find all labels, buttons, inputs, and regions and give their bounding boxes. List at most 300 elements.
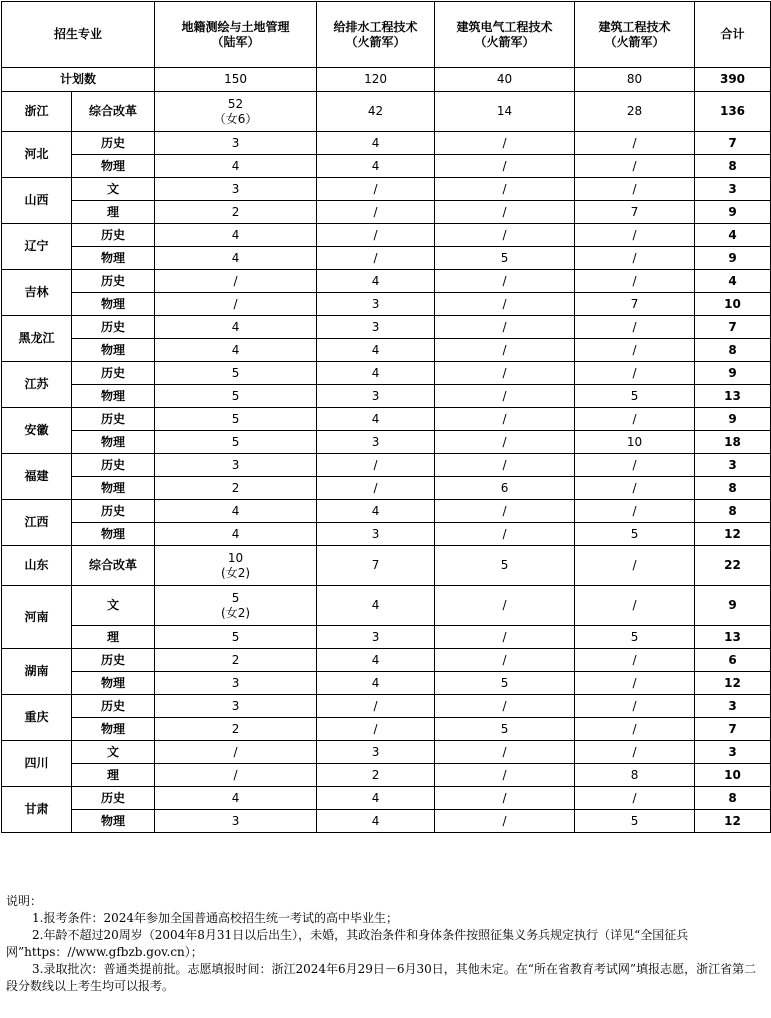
- subject-cell: 历史: [72, 695, 155, 718]
- subject-cell: 物理: [72, 339, 155, 362]
- quota-value: 4: [231, 503, 240, 518]
- quota-value: /: [373, 721, 378, 736]
- quota-cell: [155, 500, 317, 523]
- quota-value: 2: [231, 480, 240, 495]
- quota-cell: [155, 649, 317, 672]
- quota-cell: [155, 247, 317, 270]
- quota-cell: [435, 477, 575, 500]
- quota-value: 4: [371, 273, 380, 288]
- quota-cell: [575, 546, 695, 586]
- quota-value: /: [502, 790, 507, 805]
- subject-cell: 历史: [72, 408, 155, 431]
- quota-cell: [155, 316, 317, 339]
- quota-value: 2: [231, 652, 240, 667]
- quota-value: 4: [371, 365, 380, 380]
- quota-cell: [435, 339, 575, 362]
- quota-value: 4: [231, 526, 240, 541]
- row-total: 6: [695, 649, 771, 672]
- table-row: [2, 764, 771, 787]
- quota-value: /: [502, 503, 507, 518]
- quota-cell: [435, 523, 575, 546]
- major-header-2: 给排水工程技术 （火箭军）: [317, 2, 435, 68]
- quota-value: 3: [371, 434, 380, 449]
- quota-value: 5: [630, 388, 639, 403]
- quota-cell: [155, 270, 317, 293]
- row-total: 7: [695, 132, 771, 155]
- quota-cell: [155, 155, 317, 178]
- row-total: 8: [695, 787, 771, 810]
- quota-value: /: [373, 227, 378, 242]
- table-row: [2, 546, 771, 586]
- female-quota-note: (女2): [221, 605, 251, 620]
- quota-cell: [435, 546, 575, 586]
- quota-cell: [435, 787, 575, 810]
- quota-cell: [155, 586, 317, 626]
- quota-cell: [435, 385, 575, 408]
- quota-cell: [575, 649, 695, 672]
- quota-cell: [575, 523, 695, 546]
- quota-value: 7: [371, 558, 380, 572]
- quota-cell: [317, 477, 435, 500]
- row-total: 4: [695, 270, 771, 293]
- province-cell: 江苏: [2, 362, 72, 408]
- quota-cell: [317, 586, 435, 626]
- quota-cell: [317, 408, 435, 431]
- quota-value: 3: [231, 181, 240, 196]
- quota-cell: [575, 764, 695, 787]
- quota-value: 5: [231, 590, 240, 605]
- quota-cell: [435, 92, 575, 132]
- quota-cell: [575, 454, 695, 477]
- quota-cell: [575, 672, 695, 695]
- quota-value: 3: [231, 135, 240, 150]
- quota-value: 5: [500, 675, 509, 690]
- quota-cell: [155, 454, 317, 477]
- subject-cell: 物理: [72, 718, 155, 741]
- quota-cell: [575, 178, 695, 201]
- table-row: [2, 132, 771, 155]
- table-row: [2, 293, 771, 316]
- province-cell: 吉林: [2, 270, 72, 316]
- table-row: [2, 201, 771, 224]
- table-row: [2, 270, 771, 293]
- quota-cell: [575, 626, 695, 649]
- quota-value: /: [502, 698, 507, 713]
- quota-cell: [575, 224, 695, 247]
- subject-cell: 历史: [72, 787, 155, 810]
- row-total: 9: [695, 362, 771, 385]
- quota-value: /: [632, 457, 637, 472]
- quota-value: /: [373, 457, 378, 472]
- quota-cell: [575, 787, 695, 810]
- quota-cell: [317, 316, 435, 339]
- quota-value: 5: [500, 250, 509, 265]
- quota-cell: [155, 293, 317, 316]
- quota-value: 3: [231, 698, 240, 713]
- quota-cell: [317, 339, 435, 362]
- row-total: 3: [695, 454, 771, 477]
- quota-value: /: [632, 744, 637, 759]
- quota-cell: [155, 132, 317, 155]
- major-header: 招生专业: [2, 2, 155, 68]
- quota-cell: [317, 523, 435, 546]
- quota-cell: [435, 764, 575, 787]
- quota-cell: [317, 546, 435, 586]
- subject-cell: 物理: [72, 672, 155, 695]
- plan-total: 390: [695, 68, 771, 92]
- row-total: 7: [695, 718, 771, 741]
- quota-value: 5: [630, 629, 639, 644]
- quota-cell: [317, 764, 435, 787]
- province-cell: 河南: [2, 586, 72, 649]
- quota-value: 4: [371, 158, 380, 173]
- plan-label: 计划数: [2, 68, 155, 92]
- quota-value: /: [502, 227, 507, 242]
- quota-value: 3: [231, 675, 240, 690]
- table-row: [2, 741, 771, 764]
- quota-cell: [435, 155, 575, 178]
- quota-value: /: [632, 503, 637, 518]
- quota-value: 7: [630, 204, 639, 219]
- quota-value: /: [373, 204, 378, 219]
- quota-value: 4: [371, 598, 380, 612]
- row-total: 4: [695, 224, 771, 247]
- table-row: [2, 787, 771, 810]
- subject-cell: 文: [72, 178, 155, 201]
- subject-cell: 物理: [72, 293, 155, 316]
- province-cell: 江西: [2, 500, 72, 546]
- subject-cell: 历史: [72, 316, 155, 339]
- quota-value: /: [502, 158, 507, 173]
- quota-value: /: [632, 652, 637, 667]
- quota-cell: [575, 718, 695, 741]
- quota-value: /: [632, 411, 637, 426]
- subject-cell: 物理: [72, 385, 155, 408]
- quota-cell: [575, 201, 695, 224]
- quota-cell: [317, 454, 435, 477]
- table-row: [2, 247, 771, 270]
- quota-value: /: [502, 629, 507, 644]
- quota-value: 4: [371, 790, 380, 805]
- row-total: 3: [695, 741, 771, 764]
- quota-cell: [435, 247, 575, 270]
- quota-cell: [317, 201, 435, 224]
- table-row: [2, 523, 771, 546]
- quota-value: /: [502, 744, 507, 759]
- table-row: [2, 586, 771, 626]
- quota-value: 4: [231, 319, 240, 334]
- quota-value: /: [632, 158, 637, 173]
- quota-cell: [435, 649, 575, 672]
- quota-cell: [155, 695, 317, 718]
- plan-row: [2, 68, 771, 92]
- quota-cell: [575, 695, 695, 718]
- quota-cell: [317, 362, 435, 385]
- quota-cell: [435, 741, 575, 764]
- notes-section: [6, 893, 768, 995]
- quota-cell: [435, 718, 575, 741]
- quota-value: 5: [231, 411, 240, 426]
- plan-value: 120: [317, 68, 435, 92]
- province-cell: 安徽: [2, 408, 72, 454]
- table-row: [2, 649, 771, 672]
- quota-cell: [435, 626, 575, 649]
- row-total: 10: [695, 764, 771, 787]
- subject-cell: 物理: [72, 477, 155, 500]
- province-cell: 山西: [2, 178, 72, 224]
- subject-cell: 物理: [72, 247, 155, 270]
- row-total: 8: [695, 339, 771, 362]
- subject-cell: 历史: [72, 649, 155, 672]
- quota-value: /: [502, 204, 507, 219]
- quota-value: 52: [227, 96, 244, 111]
- quota-cell: [575, 586, 695, 626]
- quota-cell: [575, 247, 695, 270]
- quota-cell: [155, 339, 317, 362]
- subject-cell: 物理: [72, 431, 155, 454]
- header-row: [2, 2, 771, 68]
- table-row: [2, 178, 771, 201]
- notes-title: 说明：: [6, 894, 43, 908]
- row-total: 9: [695, 247, 771, 270]
- quota-value: /: [632, 319, 637, 334]
- quota-value: /: [632, 675, 637, 690]
- quota-value: 5: [500, 558, 509, 572]
- quota-cell: [435, 454, 575, 477]
- quota-value: /: [632, 135, 637, 150]
- quota-value: 4: [371, 411, 380, 426]
- quota-cell: [155, 92, 317, 132]
- quota-value: 5: [630, 526, 639, 541]
- quota-cell: [575, 362, 695, 385]
- major-header-3: 建筑电气工程技术 （火箭军）: [435, 2, 575, 68]
- quota-cell: [155, 385, 317, 408]
- quota-cell: [155, 523, 317, 546]
- quota-value: 3: [371, 296, 380, 311]
- quota-value: /: [502, 388, 507, 403]
- subject-cell: 历史: [72, 500, 155, 523]
- quota-cell: [575, 92, 695, 132]
- quota-value: /: [233, 296, 238, 311]
- row-total: 18: [695, 431, 771, 454]
- province-cell: 甘肃: [2, 787, 72, 833]
- quota-cell: [155, 431, 317, 454]
- subject-cell: 物理: [72, 810, 155, 833]
- subject-cell: 历史: [72, 454, 155, 477]
- quota-value: 5: [231, 629, 240, 644]
- subject-cell: 综合改革: [72, 546, 155, 586]
- table-row: [2, 454, 771, 477]
- quota-cell: [575, 431, 695, 454]
- quota-cell: [155, 362, 317, 385]
- subject-cell: 文: [72, 586, 155, 626]
- quota-value: 10: [626, 434, 643, 449]
- quota-value: 3: [231, 457, 240, 472]
- quota-value: /: [502, 813, 507, 828]
- quota-cell: [155, 718, 317, 741]
- quota-cell: [317, 810, 435, 833]
- table-row: [2, 810, 771, 833]
- quota-value: 3: [371, 526, 380, 541]
- female-quota-note: (女2): [221, 565, 251, 580]
- quota-value: 42: [367, 104, 384, 118]
- table-row: [2, 431, 771, 454]
- quota-cell: [155, 201, 317, 224]
- quota-cell: [317, 672, 435, 695]
- quota-cell: [435, 672, 575, 695]
- row-total: 10: [695, 293, 771, 316]
- quota-cell: [317, 224, 435, 247]
- quota-value: /: [233, 767, 238, 782]
- total-header: 合计: [695, 2, 771, 68]
- quota-cell: [317, 247, 435, 270]
- table-row: [2, 224, 771, 247]
- province-cell: 福建: [2, 454, 72, 500]
- row-total: 136: [695, 92, 771, 132]
- quota-cell: [435, 270, 575, 293]
- quota-value: 8: [630, 767, 639, 782]
- quota-cell: [317, 178, 435, 201]
- quota-cell: [317, 293, 435, 316]
- quota-value: 6: [500, 480, 509, 495]
- quota-cell: [575, 500, 695, 523]
- quota-value: 3: [371, 388, 380, 403]
- subject-cell: 历史: [72, 362, 155, 385]
- row-total: 9: [695, 586, 771, 626]
- row-total: 8: [695, 477, 771, 500]
- row-total: 22: [695, 546, 771, 586]
- quota-cell: [575, 339, 695, 362]
- major-header-1: 地籍测绘与土地管理 （陆军）: [155, 2, 317, 68]
- quota-cell: [435, 316, 575, 339]
- quota-value: 5: [500, 721, 509, 736]
- quota-value: /: [233, 273, 238, 288]
- quota-value: 14: [496, 104, 513, 118]
- quota-value: /: [373, 698, 378, 713]
- quota-value: /: [632, 721, 637, 736]
- quota-value: 4: [371, 675, 380, 690]
- quota-cell: [317, 92, 435, 132]
- table-row: [2, 155, 771, 178]
- subject-cell: 历史: [72, 270, 155, 293]
- quota-cell: [155, 626, 317, 649]
- province-cell: 浙江: [2, 92, 72, 132]
- quota-cell: [435, 132, 575, 155]
- quota-value: /: [502, 652, 507, 667]
- quota-value: 5: [630, 813, 639, 828]
- quota-value: 10: [227, 550, 244, 565]
- row-total: 13: [695, 626, 771, 649]
- quota-cell: [575, 155, 695, 178]
- quota-value: 4: [231, 158, 240, 173]
- quota-value: 4: [231, 342, 240, 357]
- row-total: 8: [695, 155, 771, 178]
- quota-cell: [435, 224, 575, 247]
- quota-cell: [435, 201, 575, 224]
- quota-value: 4: [231, 790, 240, 805]
- row-total: 8: [695, 500, 771, 523]
- quota-value: 3: [371, 629, 380, 644]
- province-cell: 辽宁: [2, 224, 72, 270]
- quota-value: 2: [231, 204, 240, 219]
- quota-cell: [435, 586, 575, 626]
- table-row: [2, 92, 771, 132]
- quota-value: /: [502, 296, 507, 311]
- quota-cell: [575, 132, 695, 155]
- quota-cell: [575, 477, 695, 500]
- quota-value: /: [233, 744, 238, 759]
- quota-value: 5: [231, 388, 240, 403]
- quota-cell: [317, 500, 435, 523]
- subject-cell: 文: [72, 741, 155, 764]
- quota-cell: [317, 626, 435, 649]
- province-cell: 黑龙江: [2, 316, 72, 362]
- quota-value: /: [632, 273, 637, 288]
- quota-value: 4: [231, 250, 240, 265]
- subject-cell: 物理: [72, 155, 155, 178]
- quota-value: /: [632, 365, 637, 380]
- table-row: [2, 718, 771, 741]
- quota-cell: [575, 741, 695, 764]
- quota-cell: [317, 787, 435, 810]
- quota-value: /: [502, 365, 507, 380]
- quota-value: 4: [371, 813, 380, 828]
- quota-value: 3: [371, 319, 380, 334]
- table-row: [2, 477, 771, 500]
- quota-cell: [155, 408, 317, 431]
- quota-cell: [155, 224, 317, 247]
- quota-cell: [575, 810, 695, 833]
- quota-value: 3: [371, 744, 380, 759]
- row-total: 3: [695, 178, 771, 201]
- table-row: [2, 316, 771, 339]
- quota-cell: [317, 695, 435, 718]
- quota-value: /: [502, 457, 507, 472]
- quota-cell: [155, 477, 317, 500]
- quota-cell: [435, 810, 575, 833]
- subject-cell: 历史: [72, 224, 155, 247]
- female-quota-note: （女6）: [213, 111, 258, 126]
- admission-plan-table: [1, 1, 771, 833]
- row-total: 12: [695, 810, 771, 833]
- table-row: [2, 672, 771, 695]
- plan-value: 40: [435, 68, 575, 92]
- table-row: [2, 695, 771, 718]
- quota-cell: [435, 362, 575, 385]
- quota-value: 2: [371, 767, 380, 782]
- quota-cell: [435, 408, 575, 431]
- quota-value: /: [502, 319, 507, 334]
- quota-value: /: [373, 480, 378, 495]
- row-total: 12: [695, 672, 771, 695]
- quota-cell: [435, 431, 575, 454]
- quota-cell: [317, 741, 435, 764]
- major-header-4: 建筑工程技术 （火箭军）: [575, 2, 695, 68]
- quota-value: /: [502, 342, 507, 357]
- quota-value: 3: [231, 813, 240, 828]
- subject-cell: 综合改革: [72, 92, 155, 132]
- subject-cell: 理: [72, 764, 155, 787]
- quota-value: 28: [626, 104, 643, 118]
- quota-value: 4: [231, 227, 240, 242]
- table-row: [2, 339, 771, 362]
- subject-cell: 历史: [72, 132, 155, 155]
- quota-cell: [317, 431, 435, 454]
- quota-cell: [317, 385, 435, 408]
- quota-cell: [155, 810, 317, 833]
- quota-cell: [155, 546, 317, 586]
- quota-value: /: [632, 181, 637, 196]
